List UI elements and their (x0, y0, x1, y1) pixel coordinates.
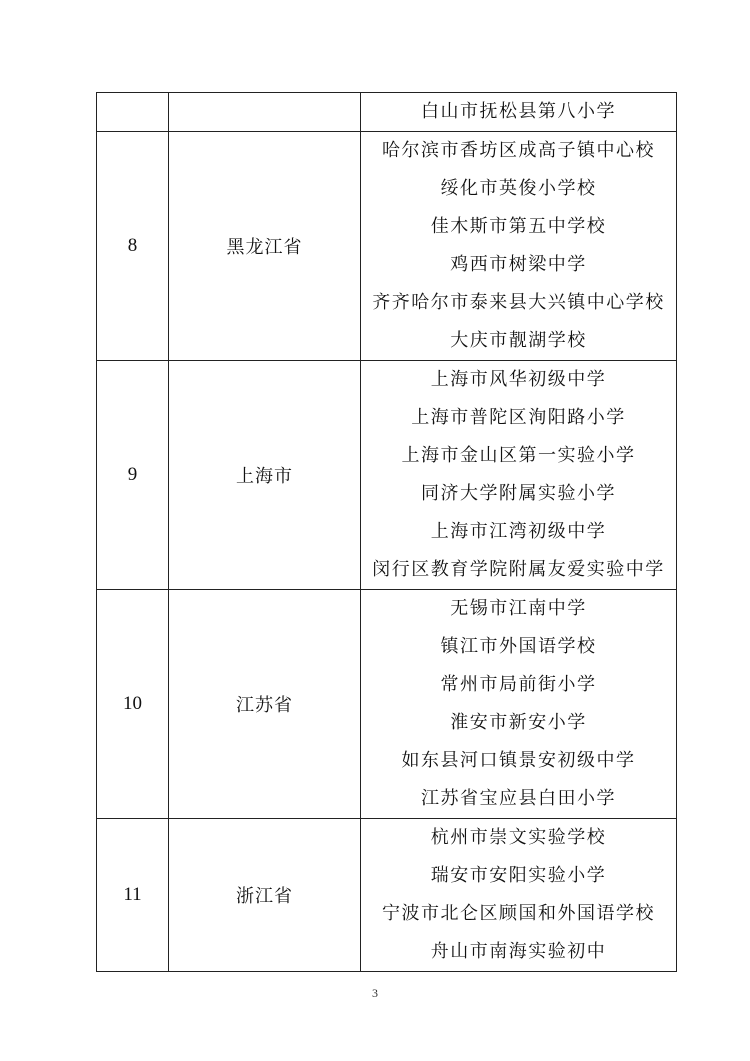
table-row (97, 93, 677, 132)
school-name: 鸡西市树梁中学 (450, 254, 587, 275)
school-name: 上海市金山区第一实验小学 (401, 445, 636, 466)
school-name: 上海市风华初级中学 (430, 369, 607, 390)
row-number-cell: 9 (97, 361, 169, 590)
school-name: 同济大学附属实验小学 (421, 483, 616, 504)
row-number-cell: 11 (97, 819, 169, 972)
schools-cell (361, 93, 677, 132)
schools-cell (361, 361, 677, 590)
table-body (97, 93, 677, 972)
page-number: 3 (372, 986, 378, 1000)
school-name: 哈尔滨市香坊区成高子镇中心校 (382, 140, 655, 161)
school-name: 镇江市外国语学校 (440, 636, 597, 657)
school-name: 舟山市南海实验初中 (430, 941, 607, 962)
school-name: 淮安市新安小学 (450, 712, 587, 733)
row-number-cell (97, 93, 169, 132)
school-name: 上海市江湾初级中学 (430, 521, 607, 542)
province-cell: 江苏省 (169, 590, 361, 819)
province-cell: 上海市 (169, 361, 361, 590)
school-name: 闵行区教育学院附属友爱实验中学 (372, 559, 665, 580)
school-name: 如东县河口镇景安初级中学 (401, 750, 636, 771)
table-row (97, 361, 677, 590)
school-name: 常州市局前街小学 (440, 674, 597, 695)
row-number-cell: 10 (97, 590, 169, 819)
school-name: 江苏省宝应县白田小学 (421, 788, 616, 809)
school-name: 大庆市靓湖学校 (450, 330, 587, 351)
school-name: 杭州市崇文实验学校 (430, 827, 607, 848)
table-row (97, 819, 677, 972)
schools-cell (361, 590, 677, 819)
province-cell: 浙江省 (169, 819, 361, 972)
school-list-table (96, 92, 677, 972)
school-name: 齐齐哈尔市泰来县大兴镇中心学校 (372, 292, 665, 313)
school-name: 无锡市江南中学 (450, 598, 587, 619)
province-cell (169, 93, 361, 132)
school-name: 上海市普陀区洵阳路小学 (411, 407, 626, 428)
schools-cell (361, 132, 677, 361)
school-name: 瑞安市安阳实验小学 (430, 865, 607, 886)
schools-cell (361, 819, 677, 972)
school-name: 宁波市北仑区顾国和外国语学校 (382, 903, 655, 924)
school-name: 佳木斯市第五中学校 (430, 216, 607, 237)
school-name: 绥化市英俊小学校 (440, 178, 597, 199)
row-number-cell: 8 (97, 132, 169, 361)
table-row (97, 590, 677, 819)
school-name: 白山市抚松县第八小学 (421, 101, 616, 122)
province-cell: 黑龙江省 (169, 132, 361, 361)
table-row (97, 132, 677, 361)
